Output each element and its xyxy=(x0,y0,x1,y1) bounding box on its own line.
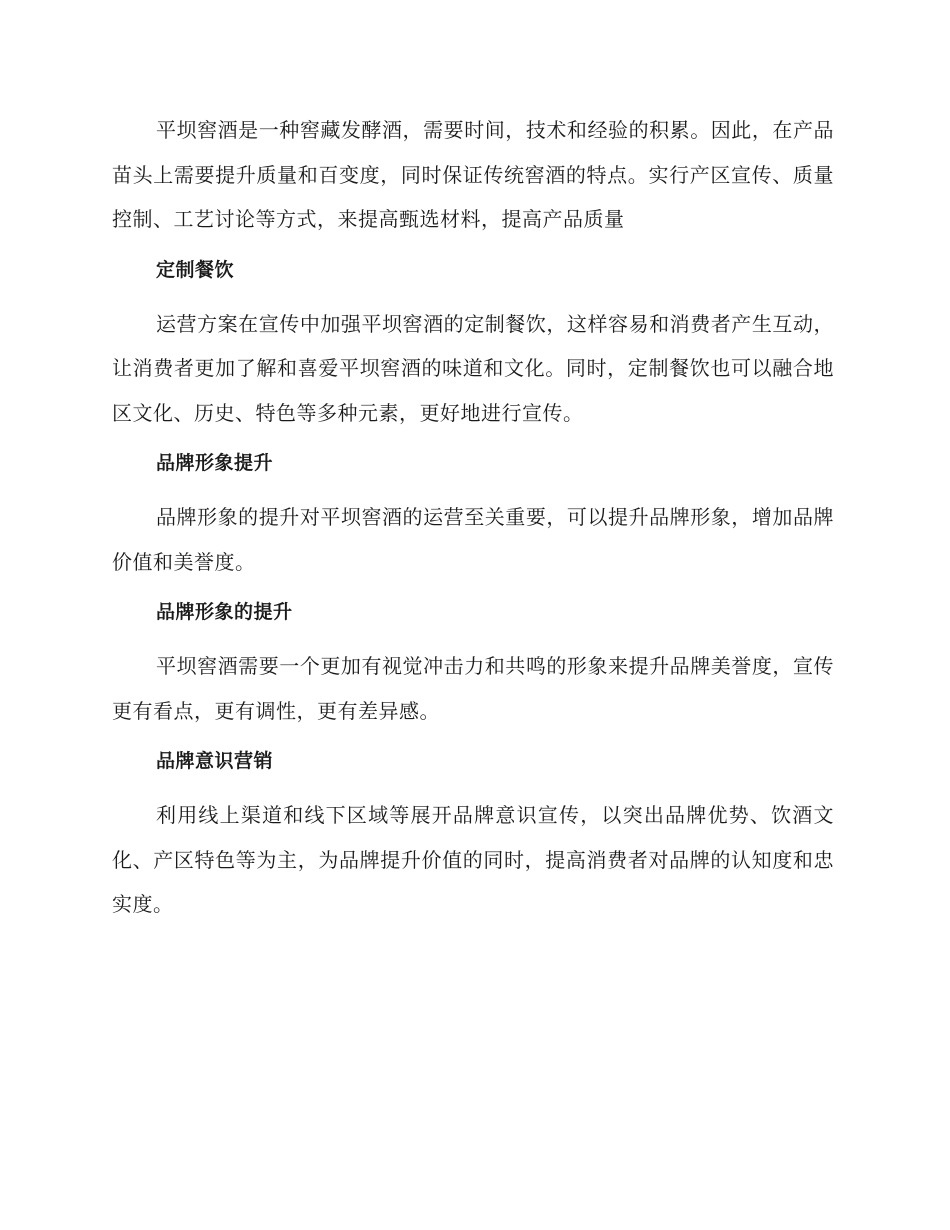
section-paragraph-brand-awareness-marketing: 利用线上渠道和线下区域等展开品牌意识宣传，以突出品牌优势、饮酒文化、产区特色等为主，为品牌提升价值的同时，提高消费者对品牌的认知度和忠实度。 xyxy=(112,803,834,916)
section-heading-brand-image-improvement: 品牌形象的提升 xyxy=(156,601,293,623)
intro-paragraph: 平坝窖酒是一种窖藏发酵酒，需要时间，技术和经验的积累。因此，在产品苗头上需要提升质量和百变度，同时保证传统窖酒的特点。实行产区宣传、质量控制、工艺讨论等方式，来提高甄选材料，提高产品质量 xyxy=(112,118,834,231)
section-heading-custom-catering: 定制餐饮 xyxy=(156,258,235,281)
section-heading-brand-awareness-marketing: 品牌意识营销 xyxy=(156,750,274,772)
section-paragraph-brand-image-improvement: 平坝窖酒需要一个更加有视觉冲击力和共鸣的形象来提升品牌美誉度，宣传更有看点，更有调性，更有差异感。 xyxy=(112,654,834,723)
section-heading-brand-image-upgrade: 品牌形象提升 xyxy=(156,452,274,474)
document-page xyxy=(112,108,834,927)
section-paragraph-brand-image-upgrade: 品牌形象的提升对平坝窖酒的运营至关重要，可以提升品牌形象，增加品牌价值和美誉度。 xyxy=(112,505,834,574)
section-paragraph-custom-catering: 运营方案在宣传中加强平坝窖酒的定制餐饮，这样容易和消费者产生互动，让消费者更加了解和喜爱平坝窖酒的味道和文化。同时，定制餐饮也可以融合地区文化、历史、特色等多种元素，更好地进行宣传。 xyxy=(112,311,834,425)
